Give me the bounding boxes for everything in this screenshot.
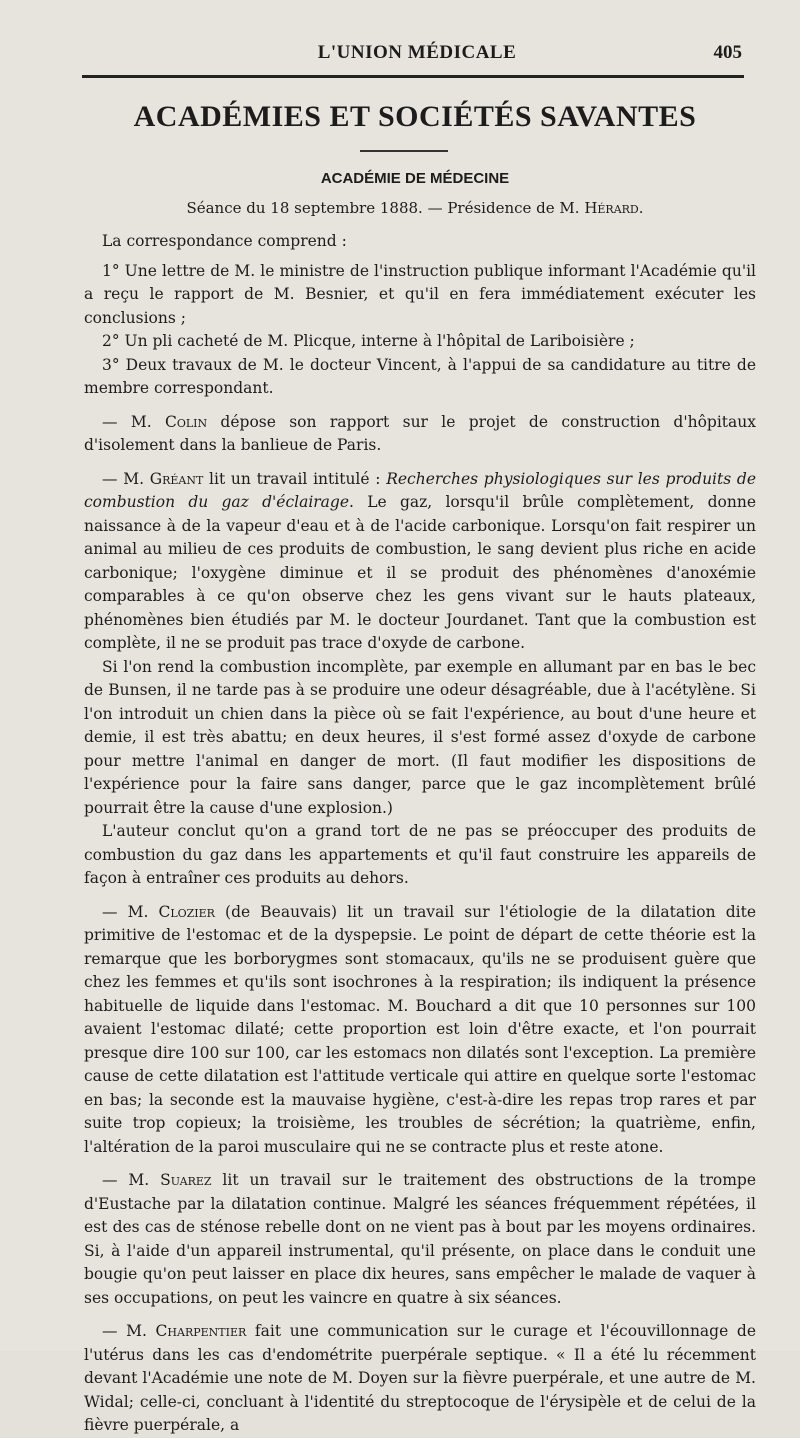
dash-lead: — M. [102,1322,156,1340]
paragraph-suarez [84,1169,756,1310]
paragraph-text: fait une communication sur le curage et l'écouvillonnage de l'utérus dans les cas d'endométrite puerpérale septique. « Il a été lu récemment devant l'Académie une note de M. Doyen sur la fièvre puerpérale, et une autre de M. Widal; celle-ci, concluant à l'identité du streptocoque de l'érysipèle et de celui de la fièvre puerpérale, a [84,1322,756,1434]
paragraph-conclusion: L'auteur conclut qu'on a grand tort de ne pas se préoccuper des produits de combustion du gaz dans les appartements et qu'il faut construire les appareils de façon à entraîner ces produits au dehors. [84,822,756,887]
page-number: 405 [713,42,742,63]
header-rule [82,75,744,78]
dash-lead: — M. [102,469,150,488]
journal-title: L'UNION MÉDICALE [317,42,517,63]
paragraph-item-2: 2° Un pli cacheté de M. Plicque, interne à l'hôpital de Lariboisière ; [102,332,635,350]
running-header [84,42,750,72]
paragraph-greant [84,468,756,656]
article-body [84,230,756,1438]
paragraph-text: lit un travail intitulé : [203,469,387,488]
paragraph-clozier [84,901,756,1160]
paragraph-charpentier [84,1320,756,1438]
session-text: Séance du 18 septembre 1888. — Présidence de M. [186,199,585,217]
dash-lead: — M. [102,412,165,431]
author-name: Gréant [149,469,204,488]
session-end: . [638,199,644,217]
paragraph-text: (de Beauvais) lit un travail sur l'étiologie de la dilatation dite primitive de l'estomac et de la dyspepsie. Le point de départ de cette théorie est la remarque que les borborygmes sont stomacaux, qu'ils ne se produisent guère que chez les femmes et qu'ils sont isochrones à la respiration; ils indiquent la présence habituelle de liquide dans l'estomac. M. Bouchard a dit que 10 personnes sur 100 avaient l'estomac dilaté; cette proportion est loin d'être exacte, et l'on pourrait presque dire 100 sur 100, car les estomacs non dilatés sont l'exception. La première cause de cette dilatation est l'attitude verticale qui attire en quelque sorte l'estomac en bas; la seconde est la mauvaise hygiène, c'est-à-dire les repas trop rares et par suite trop copieux; la troisième, les troubles de sécrétion; la quatrième, enfin, l'altération de la paroi musculaire qui ne se contracte plus et reste atone. [84,902,756,1156]
author-name: Suarez [160,1171,212,1189]
session-line [80,199,750,217]
paragraph-colin [84,411,756,458]
paragraph-text: dépose son rapport sur le projet de construction d'hôpitaux d'isolement dans la banlieue de Paris. [84,412,756,454]
section-heading: ACADÉMIE DE MÉDECINE [320,170,510,187]
paragraph-combustion: Si l'on rend la combustion incomplète, par exemple en allumant par en bas le bec de Bunsen, il ne tarde pas à se produire une odeur désagréable, due à l'acétylène. Si l'on introduit un chien dans la pièce où se fait l'expérience, au bout d'une heure et demie, il est très abattu; en deux heures, il s'est formé assez d'oxyde de carbone pour mettre l'animal en danger de mort. (Il faut modifier les dispositions de l'expérience pour la faire sans danger, parce que le gaz incomplètement brûlé pourrait être la cause d'une explosion.) [84,657,756,817]
author-name: Charpentier [155,1322,247,1340]
author-name: Colin [164,412,208,431]
paragraph-text: . Le gaz, lorsqu'il brûle complètement, donne naissance à de la vapeur d'eau et à de l'acide carbonique. Lorsqu'on fait respirer un animal au milieu de ces produits de combustion, le sang devient plus riche en acide carbonique; l'oxygène diminue et il se produit des phénomènes d'anoxémie comparables à ce qu'on observe chez les gens vivant sur le hauts plateaux, phénomènes bien étudiés par M. le docteur Jourdanet. Tant que la combustion est complète, il ne se produit pas trace d'oxyde de carbone. [84,493,756,652]
dash-lead: — M. [102,1171,161,1189]
author-name: Clozier [158,902,215,921]
work-title: Recherches physiologiques sur les produits de combustion du gaz d'éclairage [84,469,757,511]
title-rule [360,150,448,152]
dash-lead: — M. [102,902,159,921]
president-name: Hérard [584,199,639,217]
paragraph-item-1: 1° Une lettre de M. le ministre de l'instruction publique informant l'Académie qu'il a reçu le rapport de M. Besnier, et qu'il en fera immédiatement exécuter les conclusions ; [84,261,756,327]
paragraph-correspondence: La correspondance comprend : [102,232,347,250]
paragraph-item-3: 3° Deux travaux de M. le docteur Vincent, à l'appui de sa candidature au titre de membre correspondant. [84,355,756,397]
paragraph-text: lit un travail sur le traitement des obstructions de la trompe d'Eustache par la dilatation continue. Malgré les séances fréquemment répétées, il est des cas de sténose rebelle dont on ne vient pas à bout par les moyens ordinaires. Si, à l'aide d'un appareil instrumental, qu'il présente, on place dans le conduit une bougie qu'on peut laisser en place dix heures, sans empêcher le malade de vaquer à ses occupations, on peut les vaincre en quatre à six séances. [84,1171,757,1307]
article-title: ACADÉMIES ET SOCIÉTÉS SAVANTES [133,100,697,133]
